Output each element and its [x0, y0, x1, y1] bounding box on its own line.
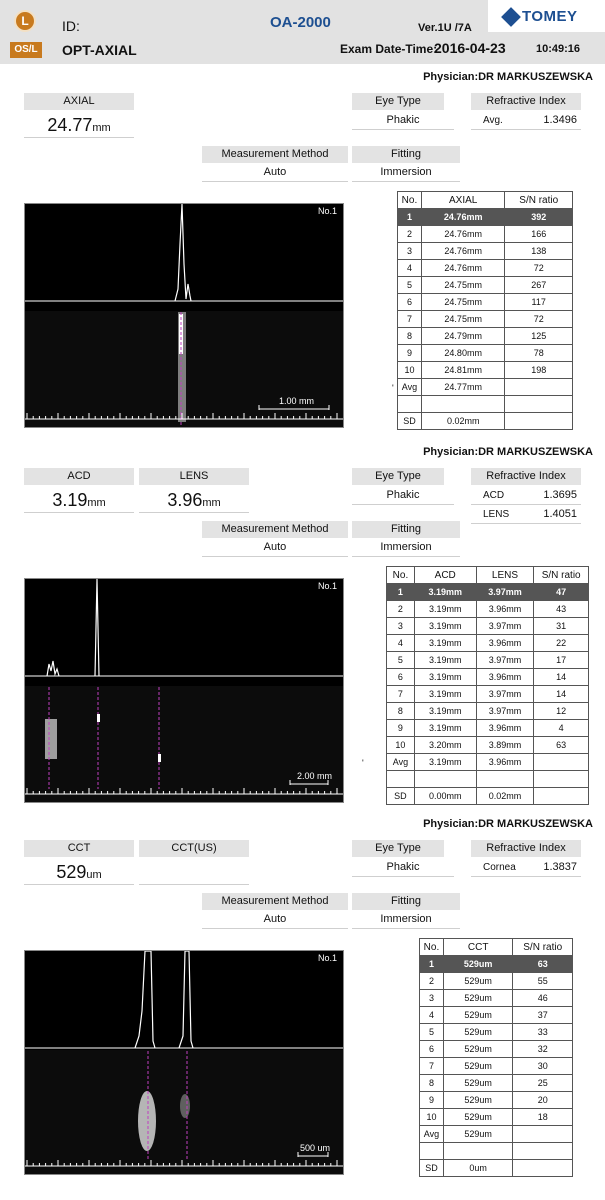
- exam-date: 2016-04-23: [434, 40, 506, 56]
- table-cell: 24.81mm: [421, 362, 505, 379]
- fitting-label: Fitting: [352, 146, 460, 163]
- table-cell: 9: [398, 345, 422, 362]
- cct-scan-panel: [24, 950, 344, 1175]
- table-cell: 24.77mm: [421, 379, 505, 396]
- exam-label: Exam Date-Time:: [340, 42, 438, 56]
- method-value: Auto: [202, 164, 348, 182]
- fitting-label: Fitting: [352, 521, 460, 538]
- method-value: Auto: [202, 539, 348, 557]
- eye-type-value: Phakic: [352, 487, 454, 505]
- eye-label: OS/L: [10, 42, 42, 58]
- eye-type-label: Eye Type: [352, 840, 444, 857]
- table-cell: 8: [387, 703, 415, 720]
- table-cell: Avg: [398, 379, 422, 396]
- table-cell: 24.79mm: [421, 328, 505, 345]
- table-cell: 3.19mm: [414, 686, 476, 703]
- table-cell: 24.75mm: [421, 294, 505, 311]
- table-cell: S/N ratio: [534, 567, 589, 584]
- table-cell: LENS: [476, 567, 534, 584]
- physician-label: Physician:DR MARKUSZEWSKA: [423, 71, 593, 83]
- axial-label: AXIAL: [24, 93, 134, 110]
- scale-label: 1.00 mm: [279, 396, 315, 406]
- table-cell: 3.19mm: [414, 652, 476, 669]
- exam-time: 10:49:16: [536, 43, 581, 55]
- table-cell: 198: [505, 362, 573, 379]
- cct-value: 529um: [24, 860, 134, 885]
- mode-label: OPT-AXIAL: [62, 42, 137, 58]
- table-row: [420, 990, 573, 1007]
- ri-value: 1.3695: [543, 489, 577, 501]
- table-cell: 63: [534, 737, 589, 754]
- table-cell: 529um: [443, 1024, 513, 1041]
- table-cell: SD: [398, 413, 422, 430]
- table-cell: 3.97mm: [476, 686, 534, 703]
- table-cell: 25: [513, 1075, 573, 1092]
- cct-us-value: [139, 860, 249, 885]
- table-cell: 63: [513, 956, 573, 973]
- table-cell: 12: [534, 703, 589, 720]
- table-spacer-row: [420, 1143, 573, 1160]
- table-cell: 46: [513, 990, 573, 1007]
- table-row: [387, 652, 589, 669]
- table-cell: [513, 1160, 573, 1177]
- table-cell: 4: [534, 720, 589, 737]
- table-cell: SD: [387, 788, 415, 805]
- table-cell: 4: [398, 260, 422, 277]
- table-cell: 72: [505, 311, 573, 328]
- table-row: [387, 635, 589, 652]
- table-cell: 24.76mm: [421, 226, 505, 243]
- table-cell: 4: [387, 635, 415, 652]
- scan-number-tag: No.1: [317, 206, 337, 216]
- table-cell: 20: [513, 1092, 573, 1109]
- refractive-index-label: Refractive Index: [471, 840, 581, 857]
- table-cell: 24.80mm: [421, 345, 505, 362]
- table-row: [398, 260, 573, 277]
- table-cell: 529um: [443, 956, 513, 973]
- table-cell: 3.89mm: [476, 737, 534, 754]
- acd-value: 3.19mm: [24, 488, 134, 513]
- ri-value: 1.3496: [543, 114, 577, 126]
- table-row: [398, 209, 573, 226]
- fitting-value: Immersion: [352, 911, 460, 929]
- table-cell: 3.19mm: [414, 720, 476, 737]
- table-cell: 529um: [443, 990, 513, 1007]
- table-cell: 5: [398, 277, 422, 294]
- scale-label: 500 um: [300, 1143, 331, 1153]
- table-cell: 22: [534, 635, 589, 652]
- table-avg-row: [398, 379, 573, 396]
- table-cell: 7: [398, 311, 422, 328]
- table-cell: 2: [420, 973, 444, 990]
- table-row: [420, 1109, 573, 1126]
- table-cell: 166: [505, 226, 573, 243]
- ri-name: Avg.: [483, 115, 503, 126]
- acd-scan-panel: [24, 578, 344, 803]
- table-cell: [505, 379, 573, 396]
- fitting-label: Fitting: [352, 893, 460, 910]
- axial-value: 24.77mm: [24, 113, 134, 138]
- table-row: [387, 618, 589, 635]
- table-cell: 529um: [443, 1092, 513, 1109]
- brand-logo: [488, 0, 605, 32]
- table-row: [387, 601, 589, 618]
- lens-value: 3.96mm: [139, 488, 249, 513]
- table-cell: 7: [420, 1058, 444, 1075]
- table-cell: 8: [420, 1075, 444, 1092]
- table-cell: [534, 754, 589, 771]
- table-row: [420, 973, 573, 990]
- table-cell: 4: [420, 1007, 444, 1024]
- ri-row: [471, 487, 581, 505]
- table-cell: 3.19mm: [414, 601, 476, 618]
- table-row: [398, 328, 573, 345]
- table-row: [420, 1041, 573, 1058]
- table-cell: 3.97mm: [476, 703, 534, 720]
- table-cell: 3.96mm: [476, 635, 534, 652]
- table-cell: 33: [513, 1024, 573, 1041]
- table-row: [398, 243, 573, 260]
- table-cell: 3: [387, 618, 415, 635]
- table-cell: 3: [420, 990, 444, 1007]
- table-cell: 10: [387, 737, 415, 754]
- table-sd-row: [387, 788, 589, 805]
- refractive-index-label: Refractive Index: [471, 93, 581, 110]
- table-cell: 0um: [443, 1160, 513, 1177]
- eye-type-value: Phakic: [352, 112, 454, 130]
- table-cell: 24.76mm: [421, 243, 505, 260]
- cct-measurements-table: [419, 938, 573, 1177]
- table-row: [398, 345, 573, 362]
- ri-name: LENS: [483, 509, 510, 520]
- table-cell: 5: [420, 1024, 444, 1041]
- table-cell: 9: [387, 720, 415, 737]
- table-cell: 18: [513, 1109, 573, 1126]
- eye-type-label: Eye Type: [352, 468, 444, 485]
- axial-scan-panel: [24, 203, 344, 428]
- table-cell: 529um: [443, 1007, 513, 1024]
- table-cell: 3.19mm: [414, 618, 476, 635]
- fitting-value: Immersion: [352, 164, 460, 182]
- table-row: [387, 669, 589, 686]
- table-row: [420, 1007, 573, 1024]
- acd-label: ACD: [24, 468, 134, 485]
- table-cell: [534, 788, 589, 805]
- table-cell: No.: [420, 939, 444, 956]
- table-row: [420, 1092, 573, 1109]
- table-cell: 529um: [443, 1109, 513, 1126]
- brand-name: TOMEY: [522, 8, 578, 25]
- table-cell: 72: [505, 260, 573, 277]
- table-cell: 24.76mm: [421, 260, 505, 277]
- table-sd-row: [398, 413, 573, 430]
- table-cell: SD: [420, 1160, 444, 1177]
- refractive-index-label: Refractive Index: [471, 468, 581, 485]
- ri-value: 1.4051: [543, 508, 577, 520]
- table-cell: 267: [505, 277, 573, 294]
- table-row: [420, 956, 573, 973]
- axial-scan-waveform: [25, 204, 343, 427]
- table-avg-row: [387, 754, 589, 771]
- table-cell: 138: [505, 243, 573, 260]
- table-cell: 47: [534, 584, 589, 601]
- table-cell: 7: [387, 686, 415, 703]
- axial-measurements-table: [397, 191, 573, 430]
- table-cell: 529um: [443, 1126, 513, 1143]
- acd-scan-waveform: [25, 579, 343, 802]
- table-cell: 3.96mm: [476, 720, 534, 737]
- table-cell: 1: [420, 956, 444, 973]
- table-cell: 529um: [443, 973, 513, 990]
- table-cell: AXIAL: [421, 192, 505, 209]
- table-cell: 0.02mm: [421, 413, 505, 430]
- method-label: Measurement Method: [202, 146, 348, 163]
- table-cell: 125: [505, 328, 573, 345]
- cct-scan-waveform: [25, 951, 343, 1174]
- table-cell: 2: [398, 226, 422, 243]
- table-cell: 3.19mm: [414, 754, 476, 771]
- table-cell: Avg: [420, 1126, 444, 1143]
- method-label: Measurement Method: [202, 893, 348, 910]
- table-row: [420, 1024, 573, 1041]
- table-row: [420, 1075, 573, 1092]
- ri-row: [471, 112, 581, 130]
- table-cell: 10: [420, 1109, 444, 1126]
- table-cell: 3.96mm: [476, 601, 534, 618]
- method-label: Measurement Method: [202, 521, 348, 538]
- marker: ': [362, 758, 364, 768]
- table-cell: 43: [534, 601, 589, 618]
- table-cell: 3.19mm: [414, 669, 476, 686]
- eye-badge: [10, 8, 42, 60]
- table-cell: 24.75mm: [421, 277, 505, 294]
- eye-letter-icon: L: [14, 10, 36, 32]
- table-cell: 30: [513, 1058, 573, 1075]
- scale-label: 2.00 mm: [297, 771, 333, 781]
- physician-label: Physician:DR MARKUSZEWSKA: [423, 446, 593, 458]
- table-row: [420, 1058, 573, 1075]
- table-cell: 3.96mm: [476, 754, 534, 771]
- cct-us-label: CCT(US): [139, 840, 249, 857]
- table-cell: 9: [420, 1092, 444, 1109]
- table-spacer-row: [387, 771, 589, 788]
- table-row: [398, 294, 573, 311]
- table-cell: 37: [513, 1007, 573, 1024]
- cct-label: CCT: [24, 840, 134, 857]
- lens-label: LENS: [139, 468, 249, 485]
- table-row: [387, 584, 589, 601]
- ri-value: 1.3837: [543, 861, 577, 873]
- table-cell: 6: [387, 669, 415, 686]
- table-row: [398, 277, 573, 294]
- table-cell: 5: [387, 652, 415, 669]
- table-cell: 3.19mm: [414, 703, 476, 720]
- table-cell: 32: [513, 1041, 573, 1058]
- table-cell: 3.96mm: [476, 669, 534, 686]
- table-cell: 6: [420, 1041, 444, 1058]
- table-cell: 529um: [443, 1058, 513, 1075]
- eye-type-value: Phakic: [352, 859, 454, 877]
- table-cell: [505, 413, 573, 430]
- table-cell: 8: [398, 328, 422, 345]
- table-cell: [513, 1126, 573, 1143]
- acd-measurements-table: [386, 566, 589, 805]
- table-row: [387, 737, 589, 754]
- table-cell: No.: [387, 567, 415, 584]
- table-cell: 17: [534, 652, 589, 669]
- table-row: [398, 362, 573, 379]
- table-header-row: [387, 567, 589, 584]
- brand-mark-icon: [501, 7, 521, 27]
- ri-name: ACD: [483, 490, 505, 501]
- table-cell: 24.76mm: [421, 209, 505, 226]
- physician-label: Physician:DR MARKUSZEWSKA: [423, 818, 593, 830]
- table-cell: 14: [534, 686, 589, 703]
- table-cell: 55: [513, 973, 573, 990]
- table-cell: 392: [505, 209, 573, 226]
- table-cell: 3.19mm: [414, 584, 476, 601]
- table-row: [387, 720, 589, 737]
- table-cell: 0.00mm: [414, 788, 476, 805]
- table-cell: 3.97mm: [476, 584, 534, 601]
- table-header-row: [398, 192, 573, 209]
- version-label: Ver.1U /7A: [418, 22, 472, 34]
- table-cell: 1: [398, 209, 422, 226]
- table-cell: 6: [398, 294, 422, 311]
- table-spacer-row: [398, 396, 573, 413]
- table-cell: 1: [387, 584, 415, 601]
- scan-number-tag: No.1: [317, 581, 337, 591]
- table-cell: S/N ratio: [505, 192, 573, 209]
- method-value: Auto: [202, 911, 348, 929]
- device-model: OA-2000: [270, 14, 331, 31]
- table-cell: 24.75mm: [421, 311, 505, 328]
- scan-number-tag: No.1: [317, 953, 337, 963]
- ri-name: Cornea: [483, 862, 516, 873]
- table-row: [387, 703, 589, 720]
- eye-type-label: Eye Type: [352, 93, 444, 110]
- table-sd-row: [420, 1160, 573, 1177]
- table-cell: 10: [398, 362, 422, 379]
- ri-row: [471, 859, 581, 877]
- id-label: ID:: [62, 18, 80, 34]
- table-row: [398, 226, 573, 243]
- table-cell: 2: [387, 601, 415, 618]
- table-row: [398, 311, 573, 328]
- ri-row: [471, 506, 581, 524]
- table-cell: 529um: [443, 1075, 513, 1092]
- table-cell: 529um: [443, 1041, 513, 1058]
- table-cell: CCT: [443, 939, 513, 956]
- table-cell: 3.97mm: [476, 618, 534, 635]
- table-avg-row: [420, 1126, 573, 1143]
- table-cell: ACD: [414, 567, 476, 584]
- table-row: [387, 686, 589, 703]
- fitting-value: Immersion: [352, 539, 460, 557]
- table-cell: 3.20mm: [414, 737, 476, 754]
- table-cell: S/N ratio: [513, 939, 573, 956]
- table-cell: 0.02mm: [476, 788, 534, 805]
- table-cell: 3.97mm: [476, 652, 534, 669]
- marker: ': [392, 383, 394, 393]
- table-cell: 3.19mm: [414, 635, 476, 652]
- table-cell: Avg: [387, 754, 415, 771]
- table-header-row: [420, 939, 573, 956]
- table-cell: 14: [534, 669, 589, 686]
- table-cell: 78: [505, 345, 573, 362]
- table-cell: 31: [534, 618, 589, 635]
- table-cell: 117: [505, 294, 573, 311]
- table-cell: 3: [398, 243, 422, 260]
- table-cell: No.: [398, 192, 422, 209]
